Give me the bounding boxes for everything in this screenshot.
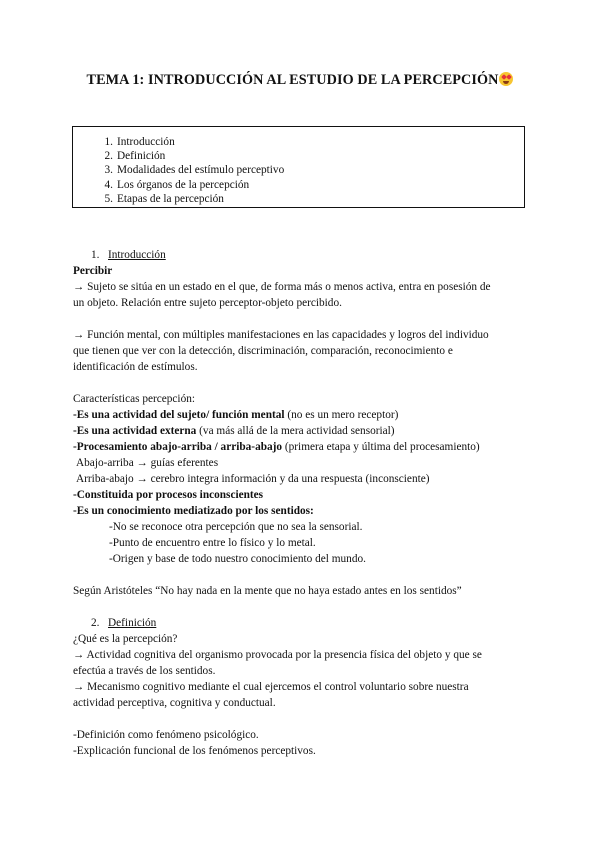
table-of-contents: [72, 126, 525, 208]
features-intro: Características percepción:: [73, 393, 196, 405]
feature-detail: Arriba-abajo → cerebro integra información y da una respuesta (inconsciente): [76, 473, 430, 485]
paragraph-line: identificación de estímulos.: [73, 361, 198, 373]
document-body: [73, 247, 531, 759]
definition-item: -Explicación funcional de los fenómenos perceptivos.: [73, 745, 316, 757]
feature-item: -Procesamiento abajo-arriba / arriba-abajo (primera etapa y última del procesamiento): [73, 441, 480, 453]
feature-item: -Es una actividad del sujeto/ función mental (no es un mero receptor): [73, 409, 399, 421]
section-2-question: ¿Qué es la percepción?: [73, 633, 178, 645]
feature-item: -Es un conocimiento mediatizado por los sentidos:: [73, 505, 314, 517]
bullet-item: -Punto de encuentro entre lo físico y lo metal.: [109, 537, 316, 549]
section-1-heading: 1. Introducción: [91, 249, 166, 261]
aristotle-quote: Según Aristóteles “No hay nada en la mente que no haya estado antes en los sentidos”: [73, 585, 462, 597]
page-title-text: TEMA 1: INTRODUCCIÓN AL ESTUDIO DE LA PERCEPCIÓN: [86, 72, 499, 88]
feature-item: -Es una actividad externa (va más allá de la mera actividad sensorial): [73, 425, 395, 437]
toc-item: 2. Definición: [104, 150, 166, 163]
toc-item: 1. Introducción: [104, 136, 175, 148]
section-2-heading: 2. Definición: [91, 617, 157, 629]
star-struck-emoji-icon: [499, 72, 513, 86]
paragraph-line: actividad perceptiva, cognitiva y conductual.: [73, 697, 276, 709]
section-1-subheading: Percibir: [73, 265, 113, 277]
feature-detail: Abajo-arriba → guías eferentes: [76, 457, 219, 469]
paragraph-line: efectúa a través de los sentidos.: [73, 665, 216, 677]
bullet-item: -Origen y base de todo nuestro conocimiento del mundo.: [109, 553, 366, 565]
toc-item: 3. Modalidades del estímulo perceptivo: [104, 164, 285, 177]
page-title: [0, 72, 600, 88]
toc-item: 4. Los órganos de la percepción: [104, 178, 250, 191]
paragraph-line: → Función mental, con múltiples manifestaciones en las capacidades y logros del individuo: [73, 329, 489, 341]
feature-item: -Constituida por procesos inconscientes: [73, 489, 264, 501]
paragraph-line: → Sujeto se sitúa en un estado en el que, de forma más o menos activa, entra en posesión de: [73, 281, 491, 293]
paragraph-line: → Actividad cognitiva del organismo provocada por la presencia física del objeto y que se: [73, 649, 482, 661]
paragraph-line: que tienen que ver con la detección, discriminación, comparación, reconocimiento e: [73, 345, 453, 357]
toc-item: 5. Etapas de la percepción: [104, 192, 224, 205]
paragraph-line: un objeto. Relación entre sujeto perceptor-objeto percibido.: [73, 297, 342, 309]
bullet-item: -No se reconoce otra percepción que no sea la sensorial.: [109, 521, 363, 533]
paragraph-line: → Mecanismo cognitivo mediante el cual ejercemos el control voluntario sobre nuestra: [73, 681, 469, 693]
definition-item: -Definición como fenómeno psicológico.: [73, 729, 259, 741]
